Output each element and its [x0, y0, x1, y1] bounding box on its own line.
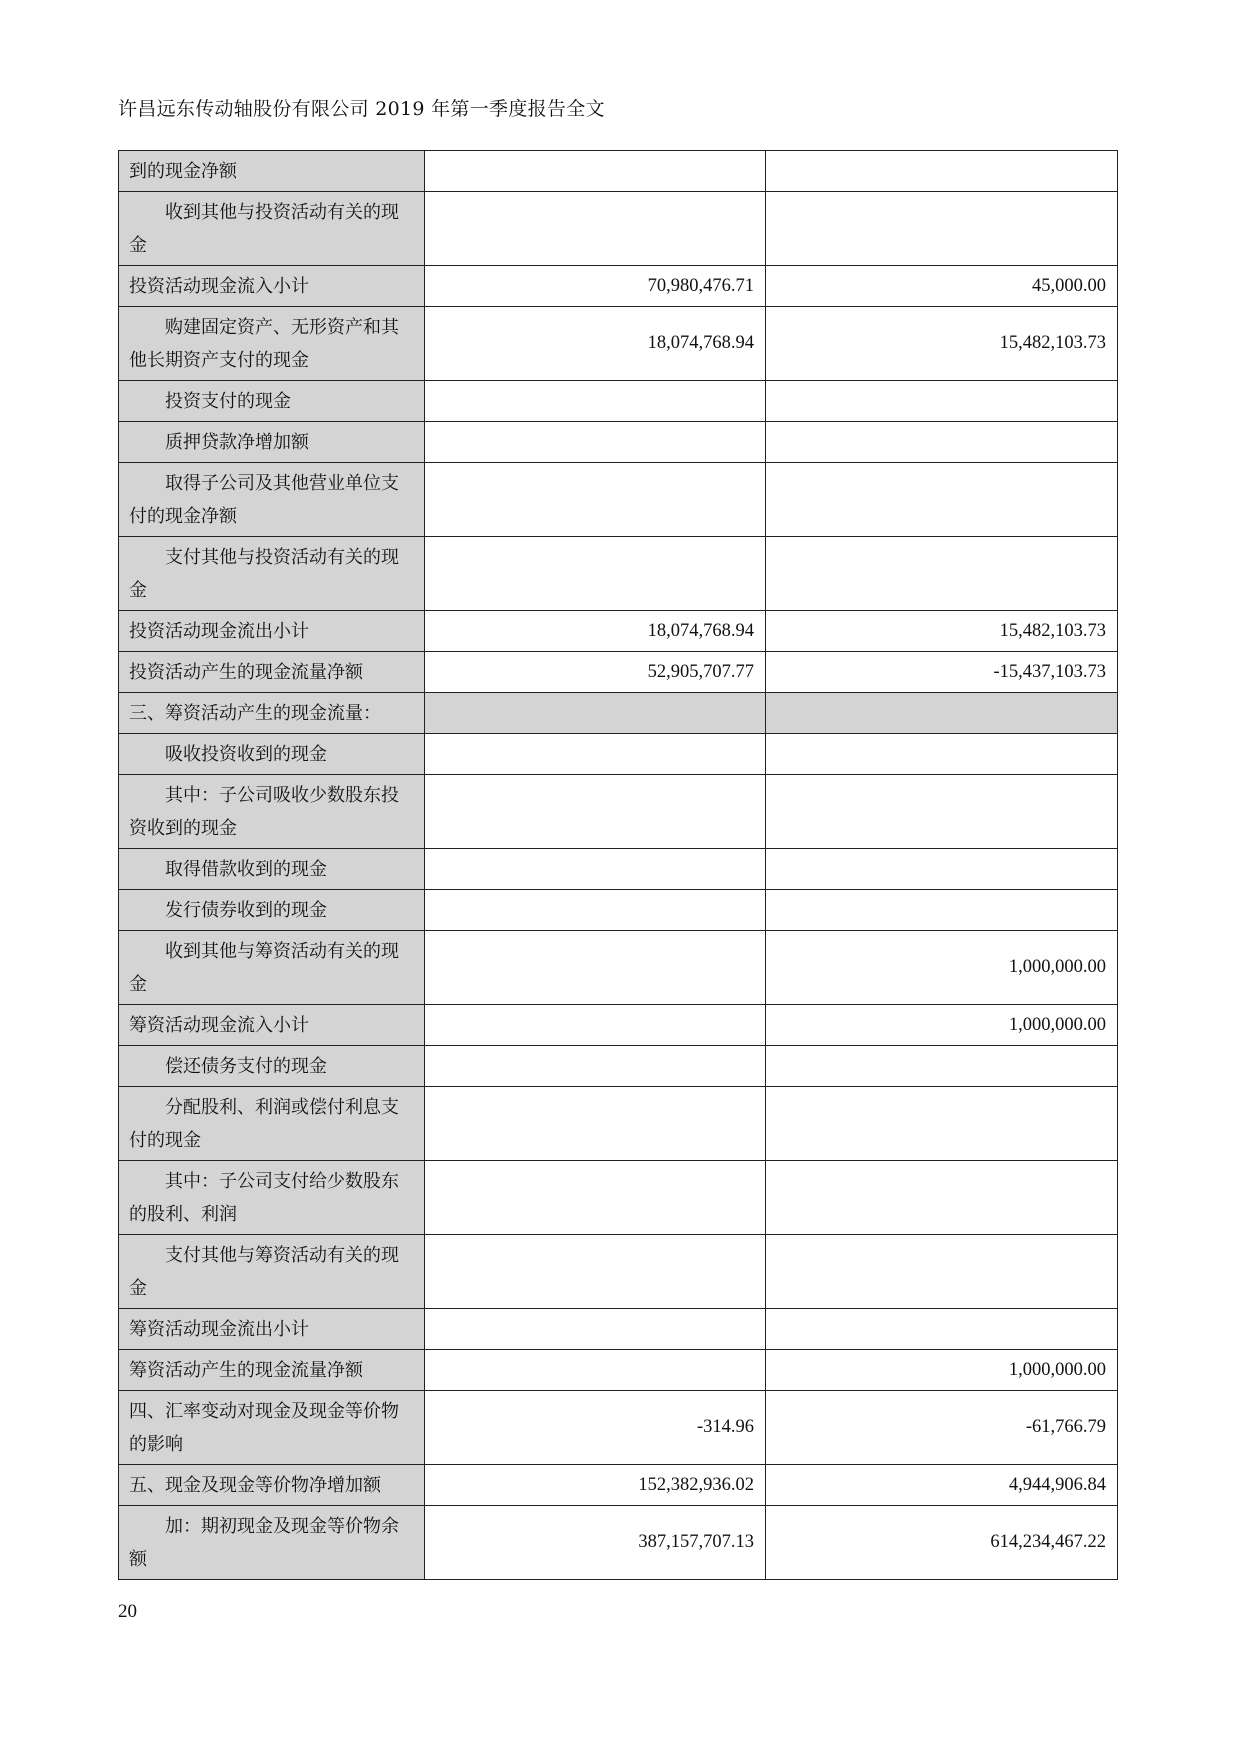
current-period-value [425, 1005, 766, 1046]
row-label-cell [119, 1350, 425, 1391]
table-row [119, 1350, 1118, 1391]
current-period-value: 18,074,768.94 [425, 611, 766, 652]
table-row [119, 775, 1118, 849]
prior-period-value [766, 1235, 1118, 1309]
row-label-cell [119, 1465, 425, 1506]
row-label-cell [119, 422, 425, 463]
prior-period-value [766, 1309, 1118, 1350]
prior-period-value [766, 537, 1118, 611]
prior-period-value [766, 1087, 1118, 1161]
table-row [119, 1087, 1118, 1161]
row-label-cell [119, 1046, 425, 1087]
row-label-cell [119, 931, 425, 1005]
table-row [119, 307, 1118, 381]
current-period-value [425, 1309, 766, 1350]
row-label-cell [119, 1005, 425, 1046]
row-label-cell [119, 381, 425, 422]
row-label: 投资支付的现金 [165, 390, 291, 412]
row-label: 分配股利、利润或偿付利息支付的现金 [129, 1096, 399, 1151]
current-period-value [425, 931, 766, 1005]
row-label: 筹资活动现金流出小计 [129, 1318, 309, 1340]
current-period-value [425, 775, 766, 849]
row-label: 偿还债务支付的现金 [165, 1055, 327, 1077]
row-label-cell [119, 1309, 425, 1350]
table-row [119, 611, 1118, 652]
current-period-value [425, 1350, 766, 1391]
current-period-value: 18,074,768.94 [425, 307, 766, 381]
table-row [119, 1465, 1118, 1506]
row-label: 其中：子公司吸收少数股东投资收到的现金 [129, 784, 399, 839]
prior-period-value: 45,000.00 [766, 266, 1118, 307]
prior-period-value [766, 192, 1118, 266]
row-label-cell [119, 307, 425, 381]
row-label: 收到其他与筹资活动有关的现金 [129, 940, 399, 995]
current-period-value [425, 381, 766, 422]
row-label: 支付其他与投资活动有关的现金 [129, 546, 399, 601]
current-period-value [425, 734, 766, 775]
row-label: 五、现金及现金等价物净增加额 [129, 1474, 381, 1496]
table-row [119, 849, 1118, 890]
prior-period-value [766, 734, 1118, 775]
table-row [119, 1506, 1118, 1580]
row-label-cell [119, 1087, 425, 1161]
row-label: 筹资活动产生的现金流量净额 [129, 1359, 363, 1381]
prior-period-value [766, 849, 1118, 890]
table-row [119, 1005, 1118, 1046]
row-label-cell [119, 537, 425, 611]
prior-period-value [766, 890, 1118, 931]
row-label-cell [119, 463, 425, 537]
table-row [119, 422, 1118, 463]
prior-period-value: -61,766.79 [766, 1391, 1118, 1465]
current-period-value: 52,905,707.77 [425, 652, 766, 693]
table-row [119, 463, 1118, 537]
prior-period-value: 15,482,103.73 [766, 611, 1118, 652]
table-row [119, 381, 1118, 422]
current-period-value [425, 849, 766, 890]
prior-period-value: -15,437,103.73 [766, 652, 1118, 693]
page-number: 20 [118, 1601, 137, 1622]
row-label: 到的现金净额 [129, 160, 237, 182]
row-label-cell [119, 693, 425, 734]
current-period-value: 387,157,707.13 [425, 1506, 766, 1580]
row-label: 取得借款收到的现金 [165, 858, 327, 880]
prior-period-value [766, 1046, 1118, 1087]
current-period-value: 152,382,936.02 [425, 1465, 766, 1506]
prior-period-value [766, 463, 1118, 537]
row-label-cell [119, 1161, 425, 1235]
current-period-value [425, 192, 766, 266]
table-row [119, 266, 1118, 307]
current-period-value [425, 422, 766, 463]
row-label: 取得子公司及其他营业单位支付的现金净额 [129, 472, 399, 527]
table-row [119, 734, 1118, 775]
current-period-value [425, 1235, 766, 1309]
prior-period-value: 4,944,906.84 [766, 1465, 1118, 1506]
row-label-cell [119, 266, 425, 307]
current-period-value [425, 537, 766, 611]
row-label-cell [119, 1506, 425, 1580]
row-label: 投资活动现金流入小计 [129, 275, 309, 297]
prior-period-value: 614,234,467.22 [766, 1506, 1118, 1580]
current-period-value [425, 890, 766, 931]
prior-period-value [766, 151, 1118, 192]
current-period-value [425, 1087, 766, 1161]
row-label-cell [119, 151, 425, 192]
row-label-cell [119, 611, 425, 652]
row-label-cell [119, 775, 425, 849]
prior-period-value: 1,000,000.00 [766, 1350, 1118, 1391]
row-label: 投资活动现金流出小计 [129, 620, 309, 642]
prior-period-value: 1,000,000.00 [766, 931, 1118, 1005]
table-row [119, 1391, 1118, 1465]
row-label: 吸收投资收到的现金 [165, 743, 327, 765]
prior-period-value: 1,000,000.00 [766, 1005, 1118, 1046]
row-label-cell [119, 1391, 425, 1465]
row-label: 四、汇率变动对现金及现金等价物的影响 [129, 1400, 399, 1455]
current-period-value [425, 1046, 766, 1087]
row-label-cell [119, 652, 425, 693]
row-label: 发行债券收到的现金 [165, 899, 327, 921]
row-label: 投资活动产生的现金流量净额 [129, 661, 363, 683]
row-label: 三、筹资活动产生的现金流量： [129, 702, 381, 724]
table-row [119, 192, 1118, 266]
row-label-cell [119, 1235, 425, 1309]
prior-period-value [766, 381, 1118, 422]
prior-period-value: 15,482,103.73 [766, 307, 1118, 381]
row-label: 加：期初现金及现金等价物余额 [129, 1515, 399, 1570]
prior-period-value [766, 1161, 1118, 1235]
row-label: 其中：子公司支付给少数股东的股利、利润 [129, 1170, 399, 1225]
cash-flow-table-body [119, 151, 1118, 1580]
row-label-cell [119, 192, 425, 266]
current-period-value [425, 463, 766, 537]
row-label-cell [119, 734, 425, 775]
prior-period-value [766, 422, 1118, 463]
table-row [119, 1235, 1118, 1309]
table-row [119, 1046, 1118, 1087]
row-label: 质押贷款净增加额 [165, 431, 309, 453]
row-label-cell [119, 890, 425, 931]
table-row [119, 1309, 1118, 1350]
row-label: 收到其他与投资活动有关的现金 [129, 201, 399, 256]
row-label: 筹资活动现金流入小计 [129, 1014, 309, 1036]
current-period-value [425, 1161, 766, 1235]
row-label: 支付其他与筹资活动有关的现金 [129, 1244, 399, 1299]
report-header: 许昌远东传动轴股份有限公司 2019 年第一季度报告全文 [118, 98, 605, 120]
current-period-value [425, 693, 766, 734]
table-row [119, 652, 1118, 693]
current-period-value: 70,980,476.71 [425, 266, 766, 307]
table-row [119, 931, 1118, 1005]
current-period-value: -314.96 [425, 1391, 766, 1465]
table-row [119, 1161, 1118, 1235]
row-label: 购建固定资产、无形资产和其他长期资产支付的现金 [129, 316, 399, 371]
table-row [119, 151, 1118, 192]
current-period-value [425, 151, 766, 192]
row-label-cell [119, 849, 425, 890]
prior-period-value [766, 775, 1118, 849]
prior-period-value [766, 693, 1118, 734]
table-row [119, 537, 1118, 611]
cash-flow-table [118, 150, 1118, 1580]
table-row [119, 693, 1118, 734]
table-row [119, 890, 1118, 931]
